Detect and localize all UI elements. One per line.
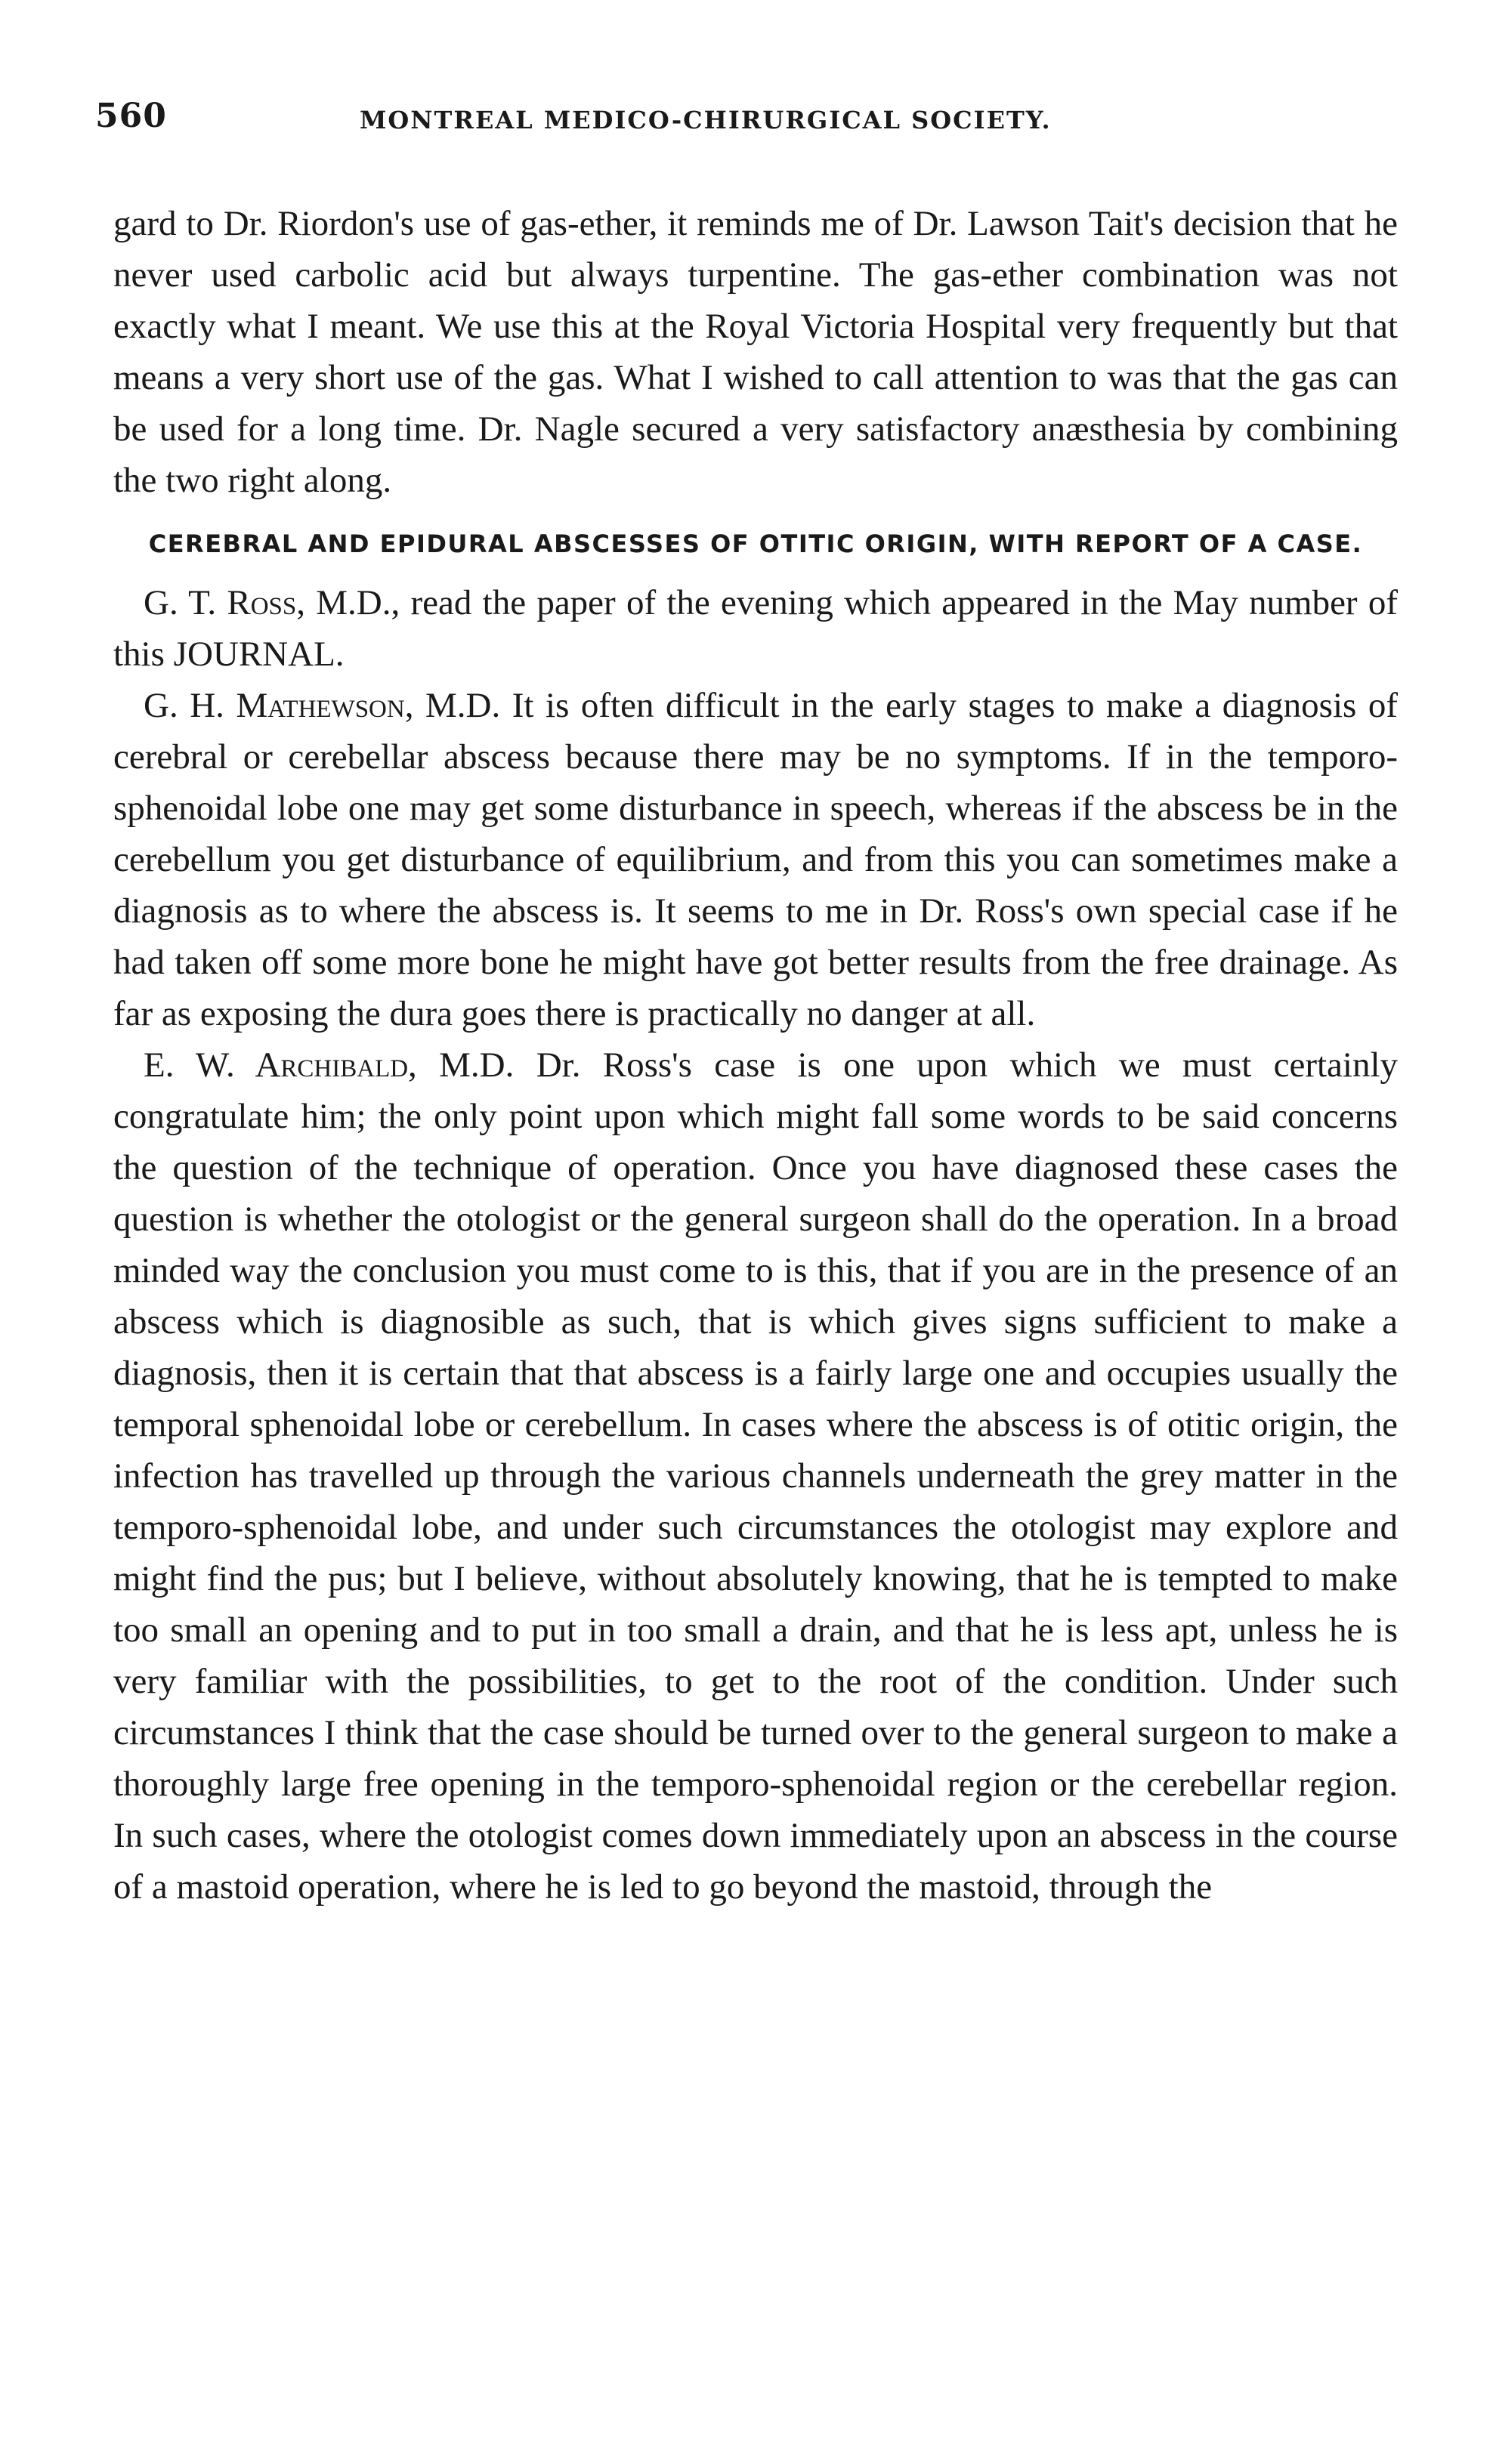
paragraph-text: Dr. Ross's case is one upon which we must certainly congratulate him; the only point upon which might fall some words to be said concerns the question of the technique of operation. Once you have diagnosed these cases the question is whether the otologist or the general surgeon shall do the operation. In a broad minded way the conclusion you must come to is this, that if you are in the presence of an abscess which is diagnosible as such, that is which gives signs sufficient to make a diagnosis, then it is certain that that abscess is a fairly large one and occupies usually the temporal sphenoidal lobe or cerebellum. In cases where the abscess is of otitic origin, the infection has travelled up through the various channels underneath the grey matter in the temporo-sphenoidal lobe, and under such circumstances the otologist may explore and might find the pus; but I believe, without absolutely knowing, that he is tempted to make too small an opening and to put in too small a drain, and that he is less apt, unless he is very familiar with the possibilities, to get to the root of the condition. Under such circumstances I think that the case should be turned over to the general surgeon to make a thoroughly large free opening in the temporo-sphenoidal region or the cerebellar region. In such cases, where the otologist comes down immediately upon an abscess in the course of a mastoid operation, where he is led to go beyond the mastoid, through the xyxy=(113,1045,1399,1907)
running-title: MONTREAL MEDICO-CHIRURGICAL SOCIETY. xyxy=(360,106,1052,134)
paragraph-text: read the paper of the evening which appeared in the May number of this JOURNAL. xyxy=(113,583,1398,674)
section-heading: CEREBRAL AND EPIDURAL ABSCESSES OF OTITIC ORIGIN, WITH REPORT OF A CASE. xyxy=(148,530,1363,558)
paragraph-text: It is often difficult in the early stages to make a diagnosis of cerebral or cerebellar abscess because there may be no symptoms. If in the temporo-sphenoidal lobe one may get some disturbance in speech, whereas if the abscess be in the cerebellum you get disturbance of equilibrium, and from this you can sometimes make a diagnosis as to where the abscess is. It seems to me in Dr. Ross's own special case if he had taken off some more bone he might have got better results from the free drainage. As far as exposing the dura goes there is practically no danger at all. xyxy=(113,686,1398,1033)
page-header xyxy=(95,97,1410,157)
discussion-paragraph-continued: gard to Dr. Riordon's use of gas-ether, it reminds me of Dr. Lawson Tait's decision that he never used carbolic acid but always turpentine. The gas-ether combination was not exactly what I meant. We use this at the Royal Victoria Hospital very frequently but that means a very short use of the gas. What I wished to call attention to was that the gas can be used for a long time. Dr. Nagle secured a very satisfactory anæsthesia by combining the two right along. xyxy=(113,204,1398,500)
speaker-name: G. H. Mathewson, M.D. xyxy=(144,686,501,725)
paragraph-archibald xyxy=(113,1039,1398,1913)
speaker-name: E. W. Archibald, M.D. xyxy=(144,1045,515,1085)
article-body xyxy=(113,198,1398,1913)
page-number: 560 xyxy=(95,97,167,135)
paragraph-ross xyxy=(113,577,1398,680)
paragraph-mathewson xyxy=(113,680,1398,1039)
speaker-name: G. T. Ross, M.D., xyxy=(144,583,400,622)
